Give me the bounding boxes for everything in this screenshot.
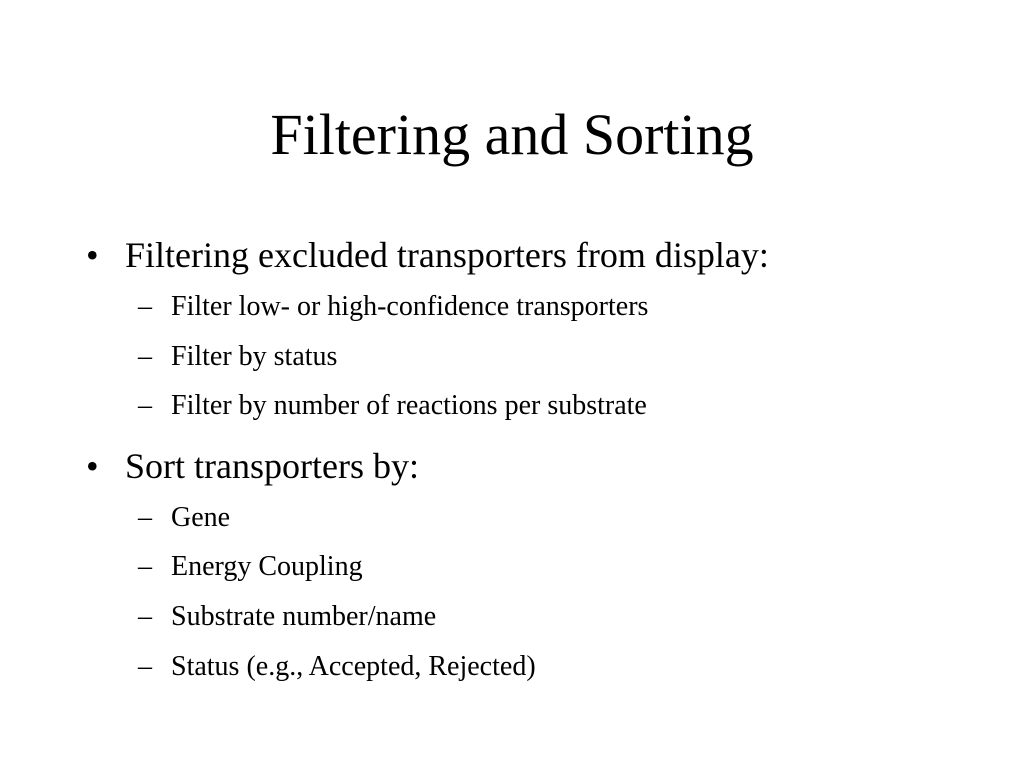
bullet-text: Sort transporters by: [125, 445, 419, 486]
dash-icon: – [138, 291, 152, 322]
sub-bullet-item [86, 282, 986, 332]
bullet-item [86, 228, 986, 282]
dash-icon: – [138, 390, 152, 422]
spacer [86, 431, 986, 439]
bullet-item [86, 439, 986, 493]
bullet-text: Filtering excluded transporters from display: [125, 235, 769, 275]
sub-bullet-item [86, 381, 986, 431]
sub-bullet-text: Substrate number/name [171, 600, 437, 632]
sub-bullet-text: Status (e.g., Accepted, Rejected) [171, 650, 536, 682]
slide-title: Filtering and Sorting [270, 102, 754, 167]
sub-bullet-text: Filter by status [171, 340, 338, 372]
bullet-icon: • [86, 235, 99, 275]
sub-bullet-text: Filter low- or high-confidence transporters [171, 291, 649, 322]
bullet-icon: • [86, 445, 99, 486]
dash-icon: – [138, 650, 152, 682]
sub-bullet-item [86, 493, 986, 543]
dash-icon: – [138, 551, 152, 583]
dash-icon: – [138, 340, 152, 372]
dash-icon: – [138, 600, 152, 632]
sub-bullet-item [86, 642, 986, 692]
sub-bullet-text: Filter by number of reactions per substrate [171, 390, 647, 422]
bullet-list [86, 228, 986, 691]
dash-icon: – [138, 501, 152, 533]
sub-bullet-item [86, 332, 986, 382]
sub-bullet-text: Energy Coupling [171, 551, 363, 583]
sub-bullet-text: Gene [171, 501, 231, 533]
sub-bullet-item [86, 592, 986, 642]
sub-bullet-item [86, 542, 986, 592]
